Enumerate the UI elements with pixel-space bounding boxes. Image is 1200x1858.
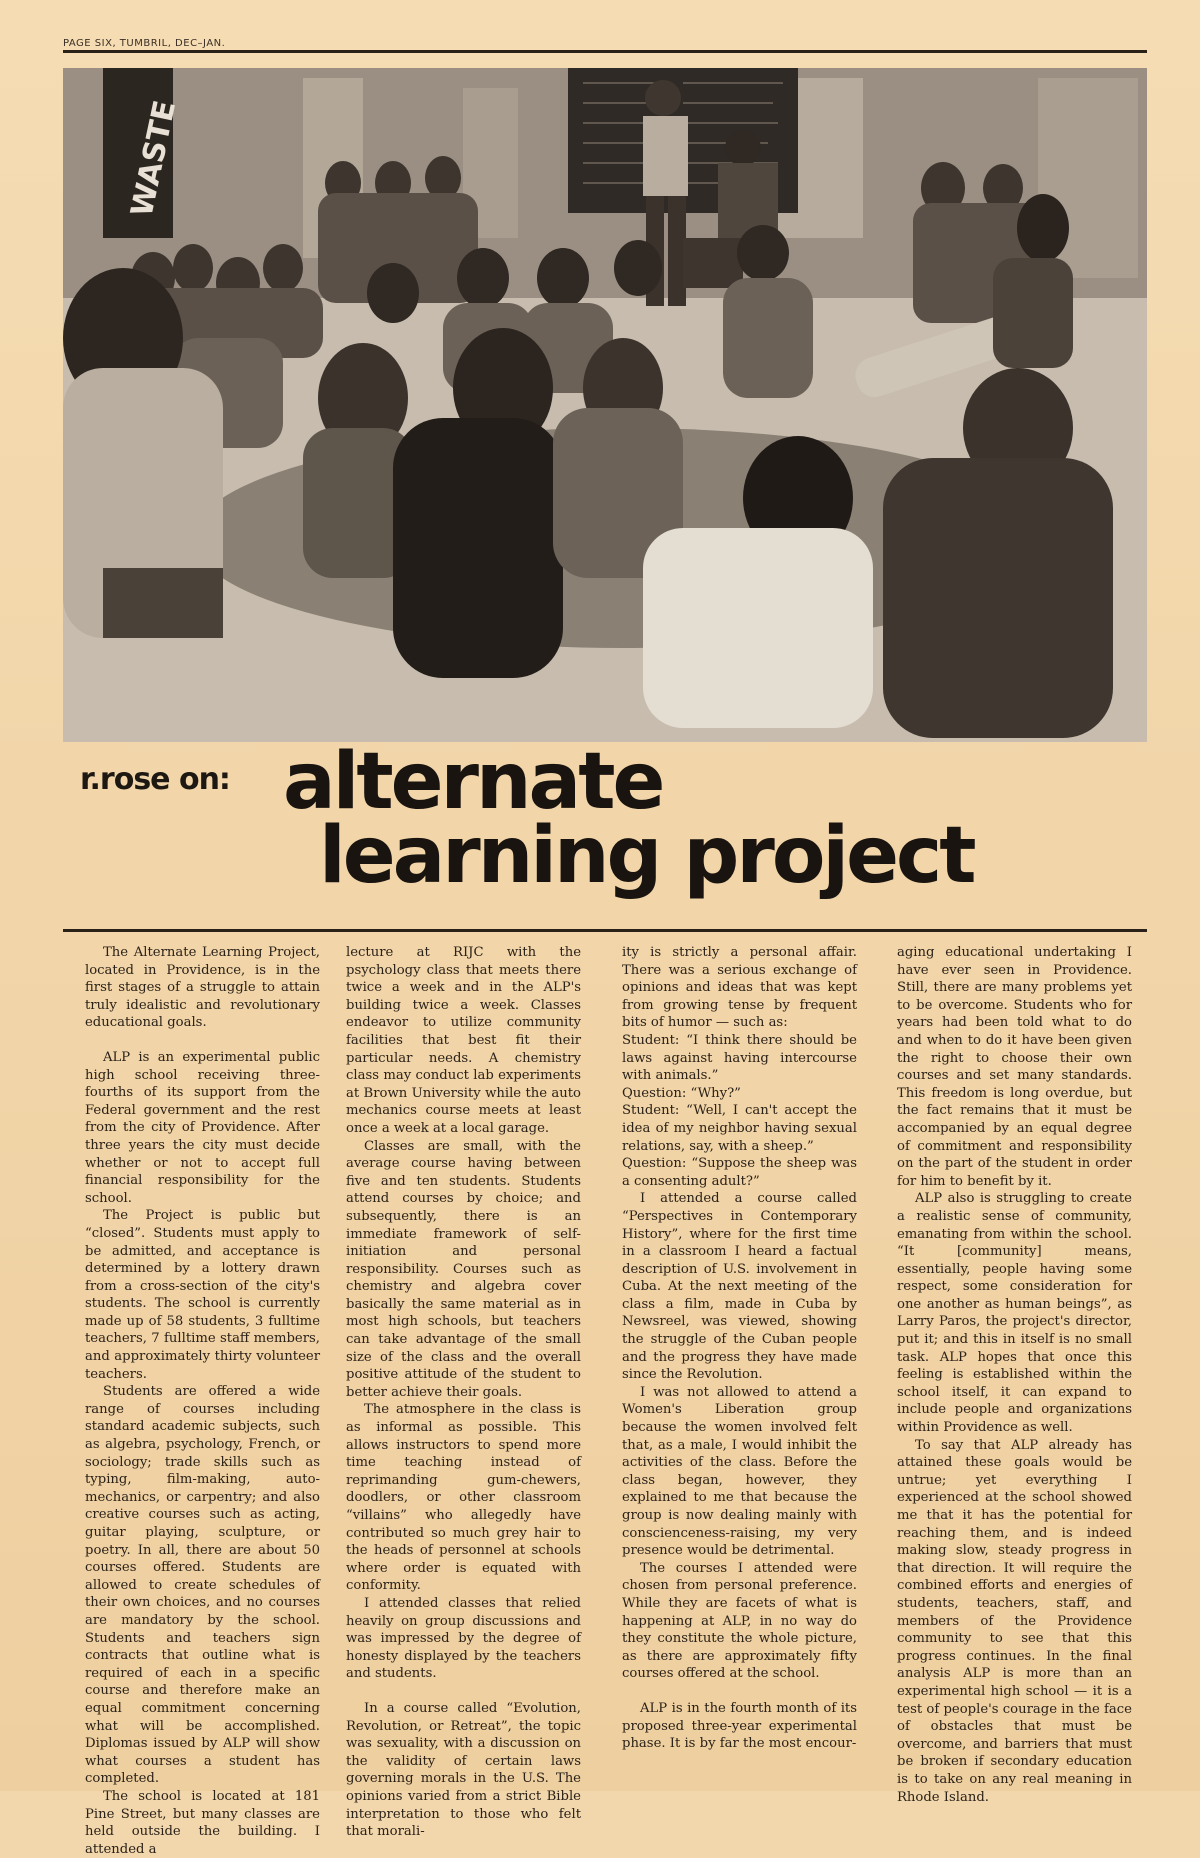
headline-line-2: learning project <box>319 811 974 901</box>
dialogue-line: Student: “Well, I can't accept the idea of my neighbor having sexual relations, say, with a sheep.” <box>622 1103 857 1154</box>
photo-banner-text: WASTE <box>124 97 184 220</box>
paragraph: The courses I attended were chosen from personal preference. While they are facets of what is happening at ALP, in no way do they constitute the whole picture, as there are approximately fifty courses offered at the school. <box>622 1560 857 1682</box>
paragraph: aging educational undertaking I have ever seen in Providence. Still, there are many problems yet to be overcome. Students who for years had been told what to do and when to do it have been given the right to choose their own courses and set many standards. This freedom is long overdue, but the fact remains that it must be accompanied by an equal degree of commitment and responsibility on the part of the student in order for him to benefit by it. <box>897 945 1132 1189</box>
paragraph: To say that ALP already has attained these goals would be untrue; yet everything I experienced at the school showed me that it has the potential for reaching them, and is indeed making slow, steady progress in that direction. It will require the combined efforts and energies of students, teachers, staff, and members of the Providence community to see that this progress continues. In the final analysis ALP is more than an experimental high school — it is a test of people's courage in the face of obstacles that must be overcome, and barriers that must be broken if secondary education is to take on any real meaning in Rhode Island. <box>897 1437 1132 1805</box>
paragraph: ALP is an experimental public high school receiving three-fourths of its support from the Federal government and the rest from the city of Providence. After three years the city must decide whether or not to accept full financial responsibility for the school. <box>85 1049 320 1206</box>
dialogue-line: Student: “I think there should be laws against having intercourse with animals.” <box>622 1032 857 1084</box>
dialogue-line: Question: “Why?” <box>622 1085 741 1101</box>
article-column-2 <box>346 944 581 1841</box>
paragraph: I was not allowed to attend a Women's Liberation group because the women involved felt that, as a male, I would inhibit the activities of the class. Before the class began, however, they explained to me that because the group is now dealing mainly with conscienceness-raising, my very presence would be detrimental. <box>622 1384 857 1559</box>
paragraph: Classes are small, with the average course having between five and ten students. Students attend courses by choice; and subsequently, there is an immediate framework of self-initiation and personal responsibility. Courses such as chemistry and algebra cover basically the same material as in most high schools, but teachers can take advantage of the small size of the class and the overall positive attitude of the student to better achieve their goals. <box>346 1138 581 1400</box>
paragraph: The Project is public but “closed”. Students must apply to be admitted, and acceptance is determined by a lottery drawn from a cross-section of the city's students. The school is currently made up of 58 students, 3 fulltime teachers, 7 fulltime staff members, and approximately thirty volunteer teachers. <box>85 1208 320 1382</box>
headline-line-1: alternate <box>283 737 663 827</box>
paragraph: Students are offered a wide range of courses including standard academic subjects, such as algebra, psychology, French, or sociology; trade skills such as typing, film-making, auto-mechanics, or carpentry; and also creative courses such as acting, guitar playing, sculpture, or poetry. In all, there are about 50 courses offered. Students are allowed to create schedules of their own choices, and no courses are mandatory by the school. Students and teachers sign contracts that outline what is required of each in a specific course and therefore make an equal commitment concerning what will be accomplished. Diplomas issued by ALP will show what courses a student has completed. <box>85 1384 320 1787</box>
paragraph: ALP also is struggling to create a realistic sense of community, emanating from within the school. “It [community] means, essentially, people having some respect, some consideration for one another as human beings”, as Larry Paros, the project's director, put it; and this in itself is no small task. ALP hopes that once this feeling is established within the school itself, it can expand to include people and organizations within Providence as well. <box>897 1191 1132 1436</box>
classroom-photo <box>63 68 1147 742</box>
headline-rule <box>63 929 1147 932</box>
article-column-1 <box>85 944 320 1858</box>
running-head: PAGE SIX, TUMBRIL, DEC–JAN. <box>63 38 226 49</box>
paragraph: ity is strictly a personal affair. There was a serious exchange of opinions and ideas that was kept from growing tense by frequent bits of humor — such as: <box>622 945 857 1031</box>
paragraph: The atmosphere in the class is as informal as possible. This allows instructors to spend more time teaching instead of reprimanding gum-chewers, doodlers, or other classroom “villains” who allegedly have contributed so much grey hair to the heads of personnel at schools where order is equated with conformity. <box>346 1402 581 1594</box>
top-rule <box>63 50 1147 53</box>
dialogue-line: Question: “Suppose the sheep was a consenting adult?” <box>622 1156 857 1189</box>
byline: r.rose on: <box>80 762 230 797</box>
paragraph: I attended classes that relied heavily on group discussions and was impressed by the degree of honesty displayed by the teachers and students. <box>346 1595 581 1682</box>
headline <box>283 737 1103 901</box>
paragraph: lecture at RIJC with the psychology class that meets there twice a week and in the ALP's building twice a week. Classes endeavor to utilize community facilities that best fit their particular needs. A chemistry class may conduct lab experiments at Brown University while the auto mechanics course meets at least once a week at a local garage. <box>346 945 581 1136</box>
paragraph: ALP is in the fourth month of its proposed three-year experimental phase. It is by far the most encour- <box>622 1700 857 1752</box>
paragraph: The school is located at 181 Pine Street, but many classes are held outside the building. I attended a <box>85 1788 320 1857</box>
article-column-3 <box>622 944 857 1753</box>
paragraph: The Alternate Learning Project, located in Providence, is in the first stages of a struggle to attain truly idealistic and revolutionary educational goals. <box>85 945 320 1031</box>
paragraph: I attended a course called “Perspectives in Contemporary History”, where for the first time in a classroom I heard a factual description of U.S. involvement in Cuba. At the next meeting of the class a film, made in Cuba by Newsreel, was viewed, showing the struggle of the Cuban people and the progress they have made since the Revolution. <box>622 1191 857 1383</box>
article-column-4 <box>897 944 1132 1806</box>
paragraph: In a course called “Evolution, Revolution, or Retreat”, the topic was sexuality, with a discussion on the validity of certain laws governing morals in the U.S. The opinions varied from a strict Bible interpretation to those who felt that morali- <box>346 1700 581 1840</box>
